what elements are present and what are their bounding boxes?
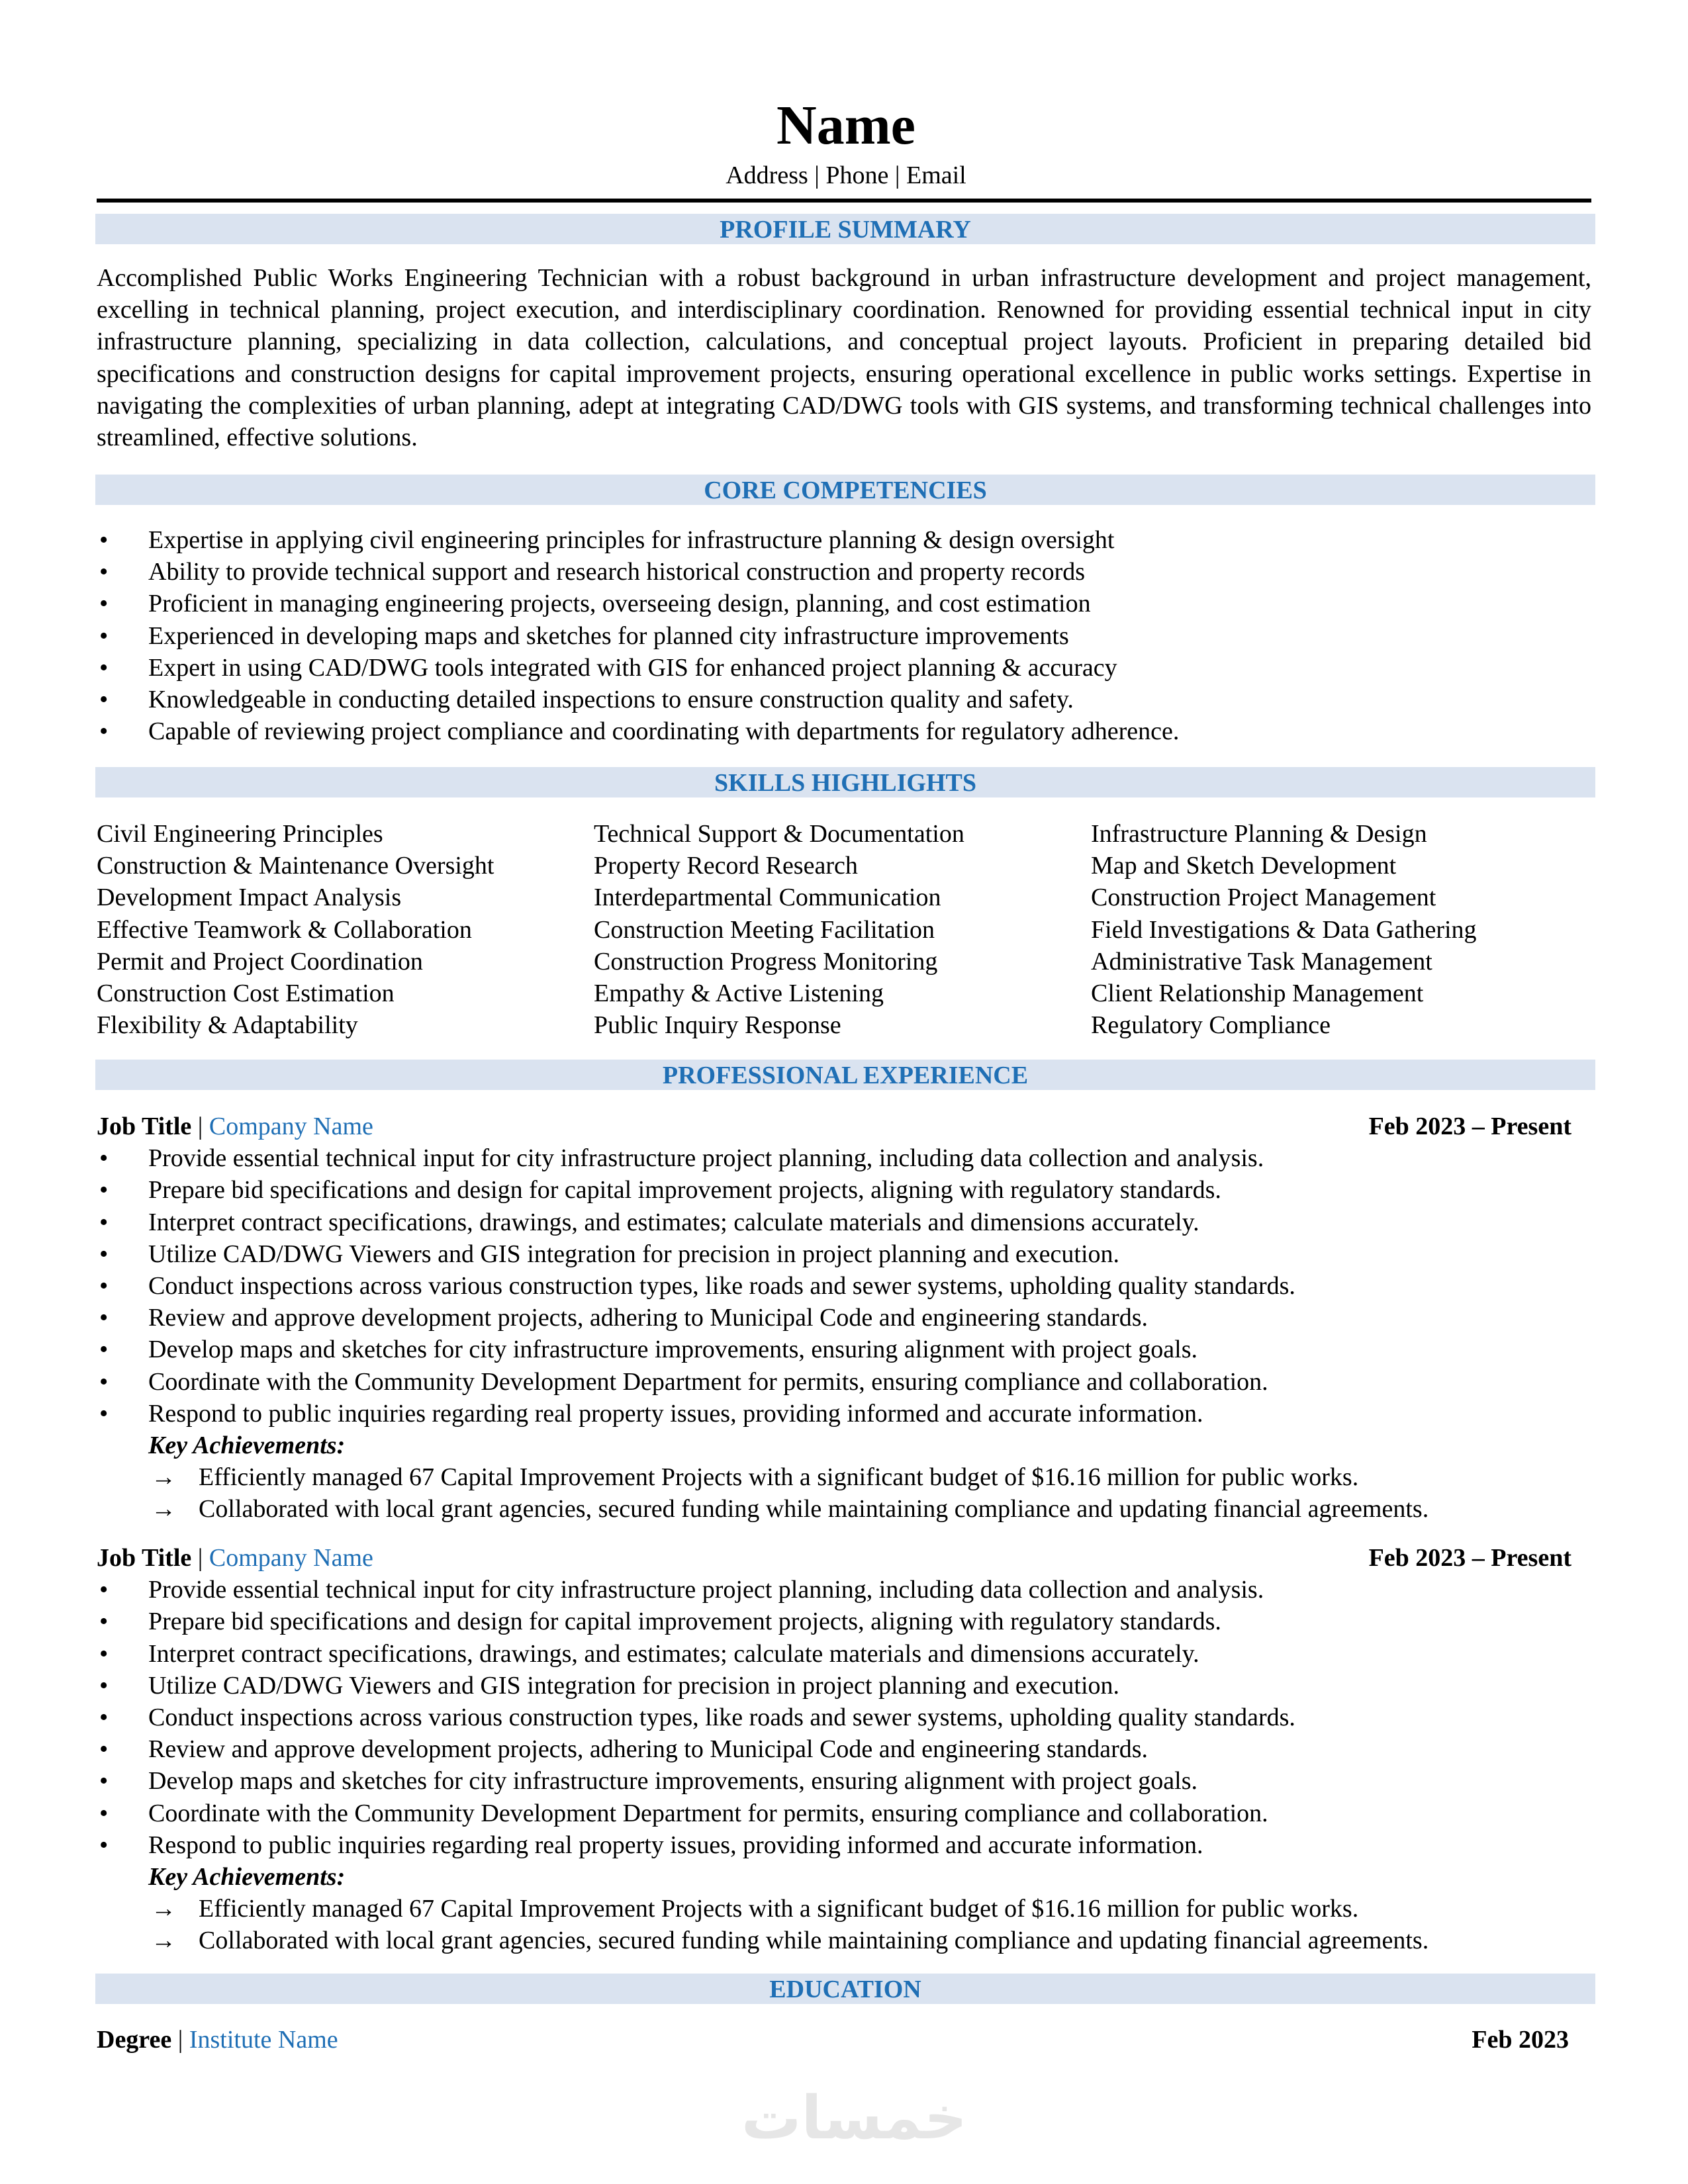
- skill-item: Field Investigations & Data Gathering: [1091, 915, 1477, 944]
- bullet-icon: •: [99, 1639, 109, 1668]
- section-header-core-competencies: CORE COMPETENCIES: [95, 475, 1595, 505]
- watermark-logo: خمسات: [741, 2083, 968, 2153]
- competency-text: Knowledgeable in conducting detailed inspections to ensure construction quality and safety.: [148, 686, 1074, 714]
- bullet-icon: •: [99, 1304, 109, 1332]
- achievement-text: Collaborated with local grant agencies, secured funding while maintaining compliance and updating financial agreements.: [199, 1495, 1429, 1524]
- skill-item: Client Relationship Management: [1091, 979, 1424, 1008]
- bullet-icon: •: [99, 526, 109, 554]
- skill-item: Development Impact Analysis: [97, 884, 402, 912]
- job-dates: Feb 2023 – Present: [1368, 1544, 1571, 1572]
- skill-item: Technical Support & Documentation: [594, 820, 964, 848]
- bullet-icon: •: [99, 1767, 109, 1796]
- bullet-icon: •: [99, 1831, 109, 1859]
- competency-item: [97, 620, 1593, 652]
- bullet-icon: •: [99, 590, 109, 618]
- header-divider: [97, 199, 1591, 203]
- responsibility-text: Coordinate with the Community Development Department for permits, ensuring compliance and collaboration.: [148, 1799, 1268, 1827]
- achievement-text: Collaborated with local grant agencies, secured funding while maintaining compliance and updating financial agreements.: [199, 1927, 1429, 1955]
- responsibility-text: Provide essential technical input for city infrastructure project planning, including data collection and analysis.: [148, 1144, 1264, 1173]
- responsibility-item: [97, 1142, 1593, 1174]
- bullet-icon: •: [99, 653, 109, 682]
- bullet-icon: •: [99, 1272, 109, 1300]
- bullet-icon: •: [99, 1336, 109, 1364]
- bullet-icon: •: [99, 1144, 109, 1173]
- job-title: Job Title: [97, 1113, 192, 1140]
- responsibility-item: [97, 1174, 1593, 1206]
- achievement-item: [97, 1925, 1595, 1956]
- skill-item: Empathy & Active Listening: [594, 979, 884, 1008]
- job-header: [97, 1542, 1571, 1574]
- bullet-icon: •: [99, 1240, 109, 1268]
- skill-item: Interdepartmental Communication: [594, 884, 941, 912]
- core-competencies-list: [97, 524, 1593, 747]
- responsibility-item: [97, 1797, 1593, 1829]
- education-entry: [97, 2024, 1569, 2056]
- skill-item: Map and Sketch Development: [1091, 852, 1397, 880]
- responsibility-text: Review and approve development projects, adhering to Municipal Code and engineering standards.: [148, 1304, 1149, 1332]
- responsibility-item: [97, 1366, 1593, 1398]
- skill-item: Construction Progress Monitoring: [594, 947, 938, 976]
- responsibility-text: Prepare bid specifications and design for capital improvement projects, aligning with regulatory standards.: [148, 1608, 1221, 1636]
- key-achievements-label: Key Achievements:: [148, 1863, 346, 1891]
- candidate-name: Name: [776, 95, 915, 156]
- responsibilities-list: [97, 1574, 1593, 1861]
- job-title: Job Title: [97, 1544, 192, 1572]
- responsibility-item: [97, 1638, 1593, 1670]
- job-dates: Feb 2023 – Present: [1368, 1113, 1571, 1140]
- skill-item: Permit and Project Coordination: [97, 947, 423, 976]
- company-name: Company Name: [209, 1544, 373, 1572]
- skill-item: Administrative Task Management: [1091, 947, 1432, 976]
- competency-item: [97, 715, 1593, 747]
- experience-entry: [97, 1111, 1595, 1525]
- responsibility-item: [97, 1302, 1593, 1334]
- arrow-right-icon: →: [151, 1495, 176, 1524]
- achievement-item: [97, 1893, 1595, 1925]
- responsibility-item: [97, 1606, 1593, 1637]
- institute-name: Institute Name: [189, 2026, 338, 2054]
- responsibility-text: Respond to public inquiries regarding real property issues, providing informed and accurate information.: [148, 1399, 1203, 1428]
- job-header: [97, 1111, 1571, 1142]
- section-header-profile-summary: PROFILE SUMMARY: [95, 214, 1595, 244]
- bullet-icon: •: [99, 1735, 109, 1764]
- responsibility-item: [97, 1733, 1593, 1765]
- education-date: Feb 2023: [1472, 2026, 1569, 2054]
- achievement-text: Efficiently managed 67 Capital Improvement Projects with a significant budget of $16.16 million for public works.: [199, 1895, 1359, 1923]
- skill-item: Flexibility & Adaptability: [97, 1011, 358, 1040]
- responsibility-text: Utilize CAD/DWG Viewers and GIS integration for precision in project planning and execution.: [148, 1671, 1120, 1700]
- bullet-icon: •: [99, 1176, 109, 1205]
- bullet-icon: •: [99, 686, 109, 714]
- bullet-icon: •: [99, 717, 109, 746]
- arrow-right-icon: →: [151, 1895, 176, 1923]
- bullet-icon: •: [99, 1671, 109, 1700]
- responsibility-item: [97, 1829, 1593, 1861]
- section-header-skills-highlights: SKILLS HIGHLIGHTS: [95, 767, 1595, 797]
- responsibility-text: Develop maps and sketches for city infrastructure improvements, ensuring alignment with project goals.: [148, 1336, 1198, 1364]
- skills-grid: [97, 818, 1595, 1041]
- achievement-item: [97, 1461, 1595, 1493]
- bullet-icon: •: [99, 1799, 109, 1827]
- bullet-icon: •: [99, 1367, 109, 1396]
- competency-item: [97, 556, 1593, 588]
- competency-text: Proficient in managing engineering projects, overseeing design, planning, and cost estimation: [148, 590, 1091, 618]
- responsibility-item: [97, 1206, 1593, 1238]
- skill-item: Construction Meeting Facilitation: [594, 915, 935, 944]
- achievement-text: Efficiently managed 67 Capital Improvement Projects with a significant budget of $16.16 million for public works.: [199, 1463, 1359, 1492]
- skill-item: Construction Project Management: [1091, 884, 1436, 912]
- responsibility-item: [97, 1765, 1593, 1797]
- responsibility-item: [97, 1670, 1593, 1702]
- key-achievements-label: Key Achievements:: [148, 1432, 346, 1460]
- competency-item: [97, 524, 1593, 556]
- skill-item: Effective Teamwork & Collaboration: [97, 915, 472, 944]
- competency-text: Expert in using CAD/DWG tools integrated with GIS for enhanced project planning & accuracy: [148, 653, 1117, 682]
- contact-line: Address | Phone | Email: [726, 161, 966, 189]
- bullet-icon: •: [99, 1399, 109, 1428]
- bullet-icon: •: [99, 558, 109, 586]
- responsibility-text: Conduct inspections across various construction types, like roads and sewer systems, upholding quality standards.: [148, 1704, 1295, 1732]
- company-name: Company Name: [209, 1113, 373, 1140]
- bullet-icon: •: [99, 1704, 109, 1732]
- responsibility-item: [97, 1334, 1593, 1365]
- degree: Degree: [97, 2026, 172, 2054]
- experience-entry: [97, 1542, 1595, 1957]
- responsibility-text: Respond to public inquiries regarding real property issues, providing informed and accurate information.: [148, 1831, 1203, 1859]
- skill-item: Regulatory Compliance: [1091, 1011, 1331, 1040]
- profile-summary-text: Accomplished Public Works Engineering Technician with a robust background in urban infrastructure development and project management, excelling in technical planning, project execution, and interdisciplinary coordination. Renowned for providing essential technical input in city infrastructure planning, specializing in data collection, calculations, and conceptual project layouts. Proficient in preparing detailed bid specifications and construction designs for capital improvement projects, ensuring operational excellence in public works settings. Expertise in navigating the complexities of urban planning, adept at integrating CAD/DWG tools with GIS systems, and transforming technical challenges into streamlined, effective solutions.: [97, 264, 1591, 452]
- competency-item: [97, 684, 1593, 715]
- responsibility-item: [97, 1398, 1593, 1430]
- responsibility-text: Interpret contract specifications, drawings, and estimates; calculate materials and dimensions accurately.: [148, 1639, 1199, 1668]
- skill-item: Public Inquiry Response: [594, 1011, 841, 1040]
- arrow-right-icon: →: [151, 1927, 176, 1955]
- responsibility-text: Provide essential technical input for city infrastructure project planning, including data collection and analysis.: [148, 1576, 1264, 1604]
- competency-text: Capable of reviewing project compliance and coordinating with departments for regulatory adherence.: [148, 717, 1180, 746]
- achievement-item: [97, 1493, 1595, 1525]
- job-title-line: [97, 1542, 373, 1574]
- responsibility-item: [97, 1238, 1593, 1270]
- responsibility-text: Interpret contract specifications, drawings, and estimates; calculate materials and dimensions accurately.: [148, 1208, 1199, 1236]
- responsibility-text: Coordinate with the Community Development Department for permits, ensuring compliance and collaboration.: [148, 1367, 1268, 1396]
- bullet-icon: •: [99, 1208, 109, 1236]
- job-separator: |: [191, 1544, 209, 1572]
- responsibility-text: Review and approve development projects, adhering to Municipal Code and engineering standards.: [148, 1735, 1149, 1764]
- section-header-education: EDUCATION: [95, 1974, 1595, 2004]
- responsibility-text: Develop maps and sketches for city infrastructure improvements, ensuring alignment with project goals.: [148, 1767, 1198, 1796]
- section-header-professional-experience: PROFESSIONAL EXPERIENCE: [95, 1060, 1595, 1090]
- bullet-icon: •: [99, 621, 109, 650]
- skill-item: Civil Engineering Principles: [97, 820, 383, 848]
- responsibility-text: Prepare bid specifications and design for capital improvement projects, aligning with regulatory standards.: [148, 1176, 1221, 1205]
- competency-text: Ability to provide technical support and research historical construction and property records: [148, 558, 1086, 586]
- responsibility-item: [97, 1702, 1593, 1733]
- responsibility-item: [97, 1574, 1593, 1606]
- responsibility-text: Utilize CAD/DWG Viewers and GIS integration for precision in project planning and execution.: [148, 1240, 1120, 1268]
- responsibility-text: Conduct inspections across various construction types, like roads and sewer systems, upholding quality standards.: [148, 1272, 1295, 1300]
- skill-item: Infrastructure Planning & Design: [1091, 820, 1427, 848]
- competency-item: [97, 652, 1593, 684]
- skill-item: Property Record Research: [594, 852, 858, 880]
- responsibility-item: [97, 1270, 1593, 1302]
- bullet-icon: •: [99, 1576, 109, 1604]
- responsibilities-list: [97, 1142, 1593, 1430]
- competency-text: Expertise in applying civil engineering principles for infrastructure planning & design oversight: [148, 526, 1115, 554]
- skill-item: Construction Cost Estimation: [97, 979, 395, 1008]
- education-separator: |: [171, 2026, 189, 2054]
- skill-item: Construction & Maintenance Oversight: [97, 852, 494, 880]
- competency-text: Experienced in developing maps and sketches for planned city infrastructure improvements: [148, 621, 1069, 650]
- arrow-right-icon: →: [151, 1463, 176, 1492]
- job-separator: |: [191, 1113, 209, 1140]
- job-title-line: [97, 1111, 373, 1142]
- competency-item: [97, 588, 1593, 619]
- bullet-icon: •: [99, 1608, 109, 1636]
